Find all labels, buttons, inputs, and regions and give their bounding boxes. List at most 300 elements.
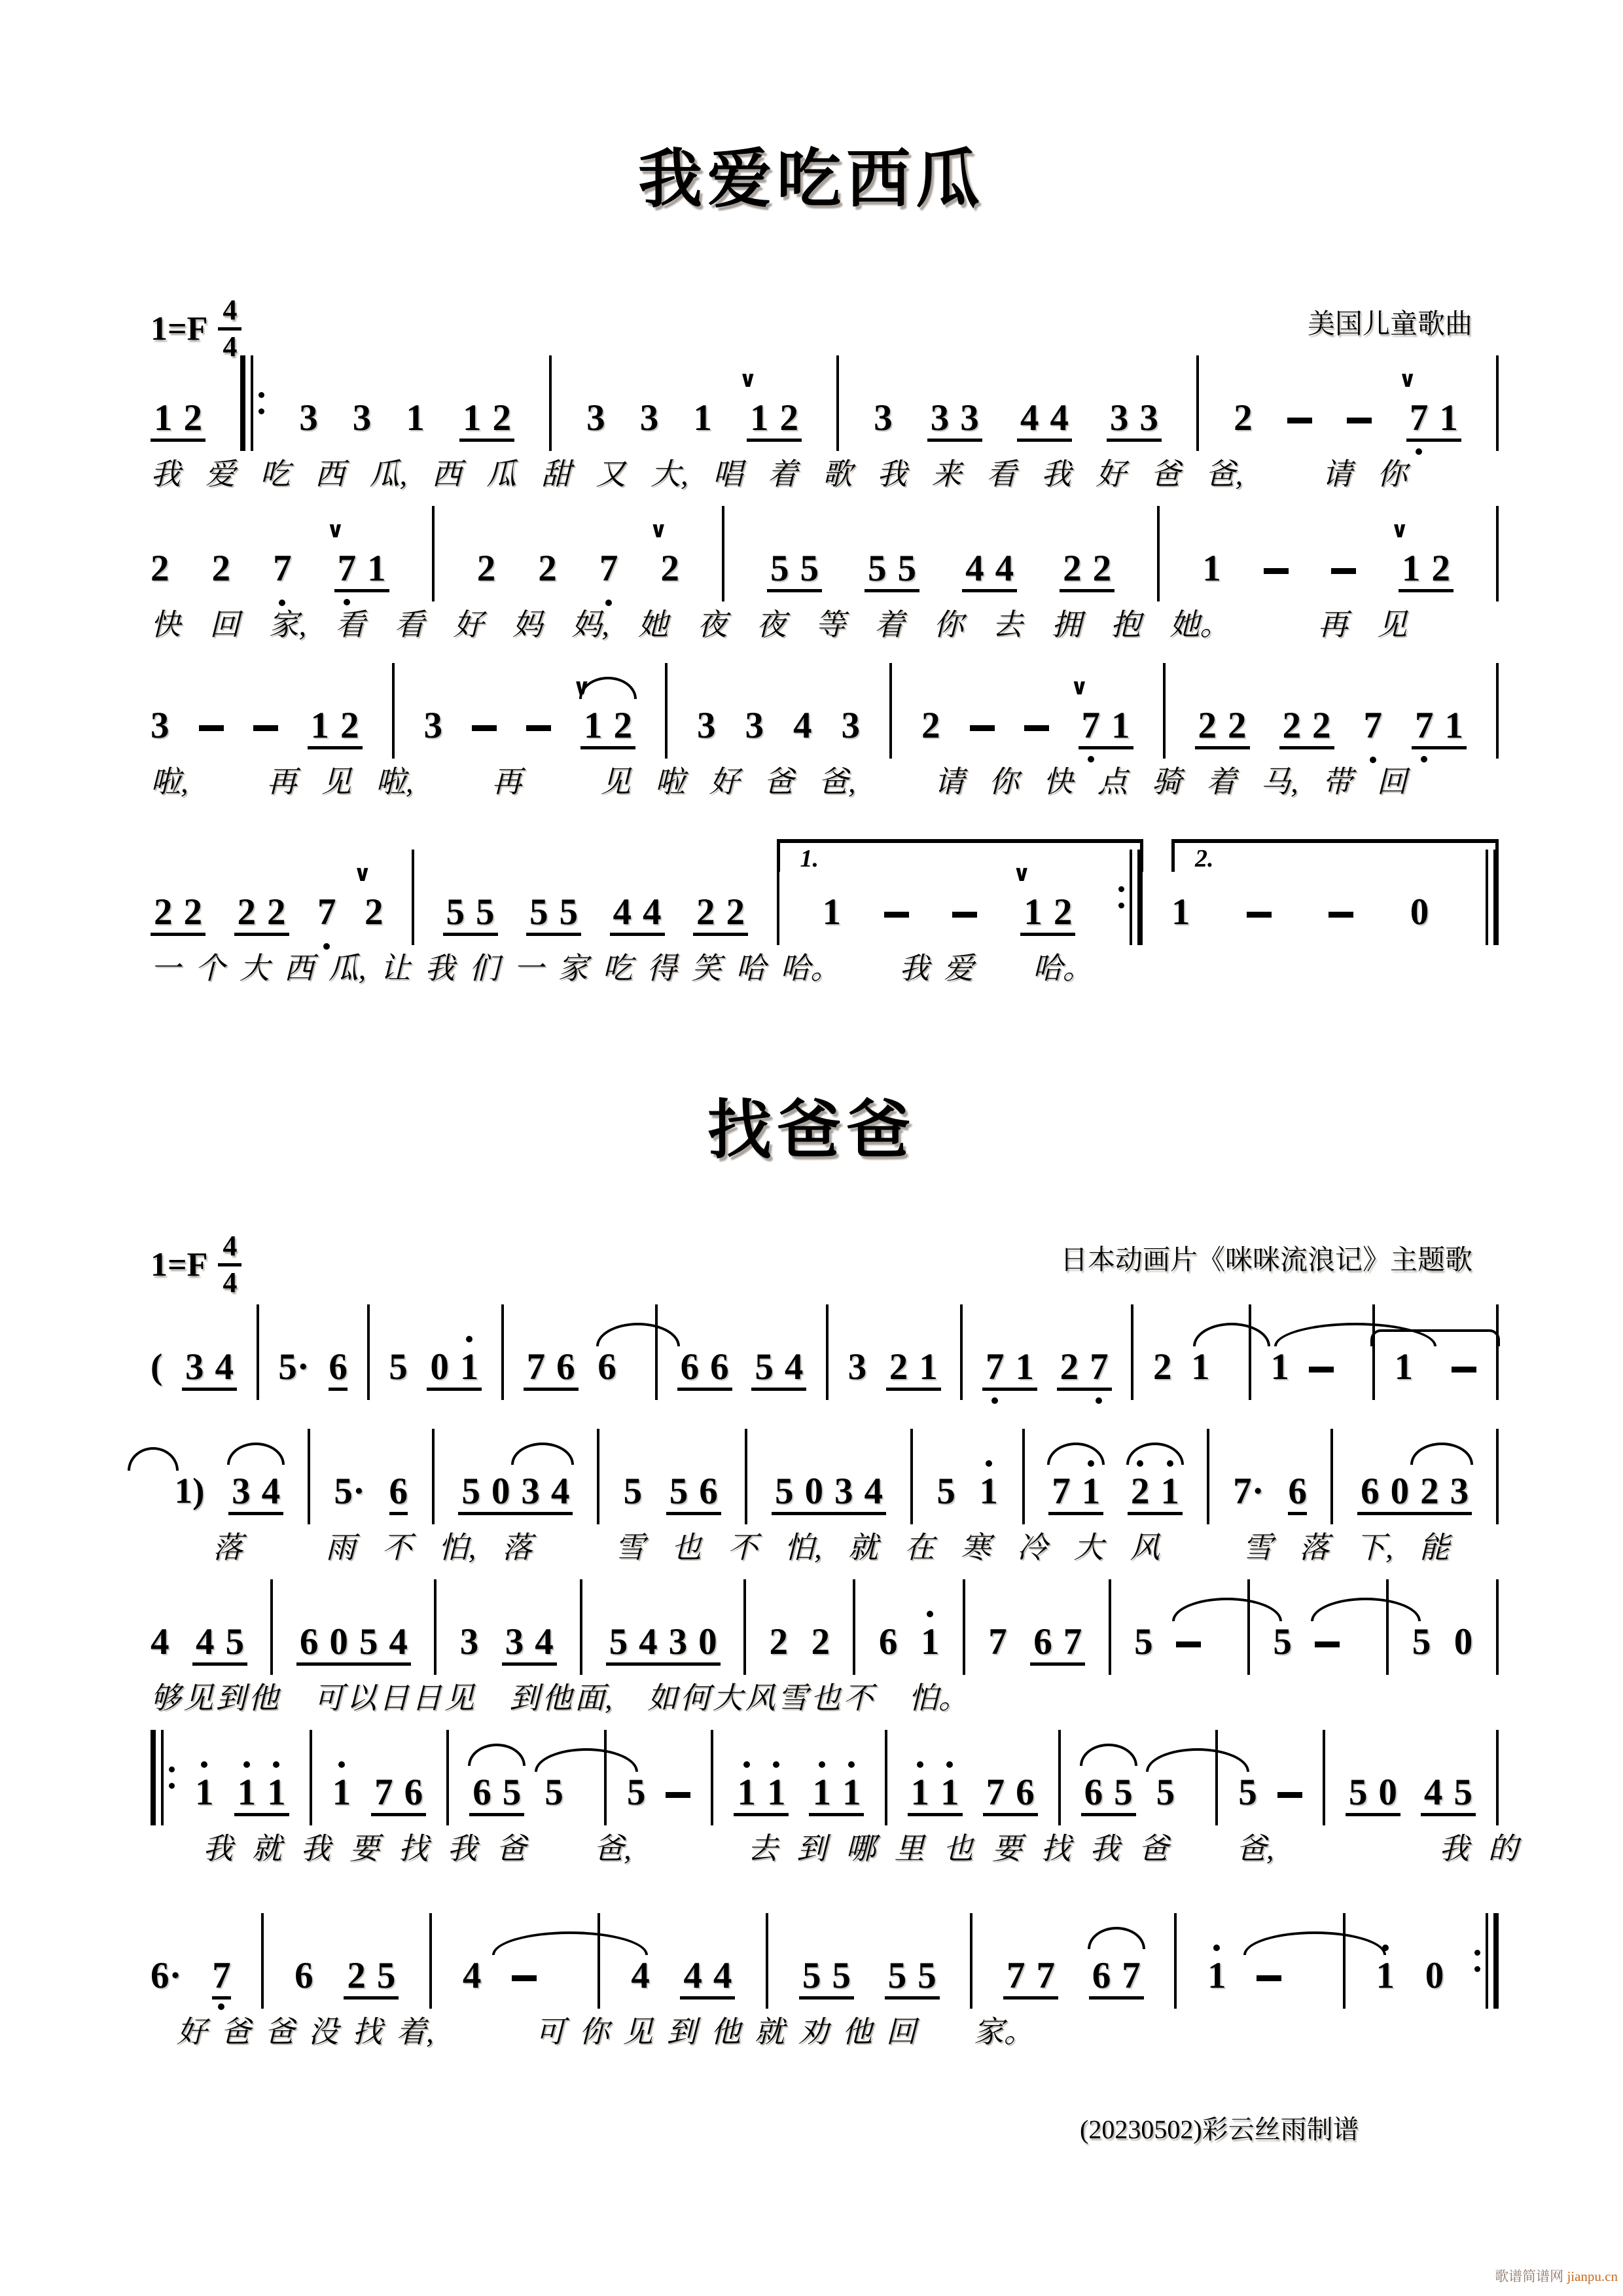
repeat-dot <box>169 1783 175 1789</box>
note-digit: 5 <box>800 548 819 589</box>
note-digit: 4 <box>965 548 984 589</box>
lyric-syllable: 啦, <box>375 765 414 798</box>
lyric-syllable: 我 <box>300 1832 331 1865</box>
octave-dot-below <box>1096 1397 1102 1404</box>
beam-group <box>1357 1473 1472 1515</box>
note-digit: 3 <box>586 397 605 439</box>
note <box>713 1957 732 1994</box>
barline <box>597 1913 600 2009</box>
note <box>374 1774 393 1811</box>
bar-thin-line <box>604 1730 607 1825</box>
repeat-dot <box>169 1767 175 1772</box>
lyric-syllable: 我 <box>1090 1832 1120 1865</box>
note-digit: 1 <box>1171 891 1190 933</box>
barline <box>836 355 839 451</box>
bar-thin-line <box>885 1730 887 1825</box>
note <box>681 1348 700 1386</box>
lyric-syllable: 爸, <box>594 1832 632 1865</box>
barline <box>308 1429 310 1524</box>
lyric-syllable: 我 <box>1041 457 1071 491</box>
breath-mark-icon: ∨ <box>573 675 591 700</box>
lyric-syllable: 大, <box>650 457 688 491</box>
note <box>185 1348 204 1386</box>
note <box>1376 1957 1395 2000</box>
watermark-url: jianpu.cn <box>1567 2269 1618 2284</box>
note-digit: 5 <box>476 891 495 933</box>
lyric-syllable: 再 <box>266 765 297 798</box>
lyric-syllable: 能 <box>1419 1531 1450 1564</box>
octave-dot-below <box>1370 757 1376 763</box>
lyric-syllable: 夜 <box>697 608 728 641</box>
bar-thick-line <box>1493 850 1499 945</box>
note <box>726 893 745 931</box>
note-digit: 1 <box>1202 548 1221 589</box>
lyric-syllable: 西 <box>314 457 345 491</box>
note <box>614 707 633 744</box>
octave-dot-above <box>743 1761 750 1768</box>
note <box>538 550 557 592</box>
note <box>1139 399 1158 437</box>
lyric-syllable: 你 <box>1376 457 1407 491</box>
note-digit: 1 <box>1394 1346 1414 1388</box>
note <box>238 1774 257 1811</box>
note <box>586 399 605 442</box>
note <box>347 1957 366 1994</box>
note-digit: 2 <box>1053 891 1073 933</box>
lyric-syllable: 又 <box>596 457 626 491</box>
beam-group <box>1030 1623 1085 1666</box>
note-digit: 7 <box>317 891 336 933</box>
barline <box>1249 1304 1251 1400</box>
note-digit: 3 <box>505 1621 524 1662</box>
lyric-syllable: 冷 <box>1017 1531 1048 1564</box>
barline <box>240 355 264 451</box>
note-digit: 3 <box>874 397 893 439</box>
note-digit: 2 <box>1420 1471 1439 1512</box>
lyric-syllable: 她。 <box>1169 608 1230 641</box>
note <box>1312 707 1331 744</box>
note <box>238 893 257 931</box>
note-digit: 7 <box>986 1772 1005 1813</box>
note <box>1361 1473 1380 1510</box>
lyric-syllable: 他 <box>542 1681 573 1715</box>
note <box>1156 1774 1175 1816</box>
lyric-syllable: 里 <box>894 1832 925 1865</box>
lyric-syllable: 妈, <box>571 608 609 641</box>
note-digit: 2 <box>1092 548 1112 589</box>
note <box>503 1774 522 1811</box>
lyric-syllable: 爸 <box>1150 457 1181 491</box>
beam-group <box>734 1774 789 1816</box>
repeat-dot <box>1118 886 1124 892</box>
note <box>353 862 383 936</box>
lyric-syllable <box>876 1679 906 1718</box>
lyric-syllable <box>930 2013 960 2052</box>
lyric-syllable: 拥 <box>1051 608 1082 641</box>
note-digit: 5 <box>1238 1772 1257 1813</box>
note-digit: 1 <box>1270 1346 1289 1388</box>
note <box>317 893 336 936</box>
lyric-syllable: 甜 <box>541 457 571 491</box>
note <box>529 893 548 931</box>
note <box>710 1348 729 1386</box>
note-digit: 4 <box>1050 397 1069 439</box>
tie-arc <box>1243 1931 1386 1955</box>
beam-group <box>443 893 498 936</box>
note-digit: 2 <box>476 548 496 589</box>
note-digit: 2 <box>1198 705 1217 746</box>
note-digit: 4 <box>1423 1772 1443 1813</box>
note <box>936 1473 955 1515</box>
note <box>389 1623 408 1660</box>
beam-group <box>1346 1774 1400 1816</box>
note <box>1160 1473 1179 1510</box>
lyric-syllable <box>269 1528 299 1568</box>
note <box>888 1957 907 1994</box>
note <box>1093 550 1112 587</box>
note <box>1153 1348 1172 1391</box>
note-digit: 4 <box>613 891 632 933</box>
note-digit: 2 <box>726 891 745 933</box>
note <box>1439 399 1458 437</box>
note-digit: 1 <box>749 397 769 439</box>
bar-thin-line <box>745 1429 747 1524</box>
note-digit: 3 <box>841 705 860 746</box>
note <box>1420 1473 1439 1510</box>
bar-thin-line <box>392 663 395 759</box>
beam-group <box>885 1957 940 2000</box>
note <box>406 399 425 442</box>
note <box>979 1473 998 1515</box>
note <box>1122 1957 1141 1994</box>
note-digit: 5 <box>544 1772 563 1813</box>
bar-thin-line <box>743 1579 746 1675</box>
lyric-syllable: 好 <box>177 2015 207 2049</box>
beam-group <box>1089 1957 1144 2000</box>
note <box>299 399 318 442</box>
barline <box>1343 1913 1346 2009</box>
note-digit: 3 <box>960 397 979 439</box>
lyric-syllable: 去 <box>992 608 1023 641</box>
note <box>1450 1473 1469 1510</box>
note <box>551 1473 570 1510</box>
beam-group <box>1060 550 1115 592</box>
note <box>802 1957 821 1994</box>
note <box>793 707 812 749</box>
song2-credit: 日本动画片《咪咪流浪记》主题歌 <box>1060 1246 1472 1276</box>
note <box>424 707 443 749</box>
note <box>986 1774 1005 1811</box>
lyric-syllable <box>855 949 885 988</box>
bar-thin-line <box>1496 1579 1499 1675</box>
note <box>1012 862 1043 933</box>
note-digit: 3 <box>834 1471 853 1512</box>
note <box>738 368 769 439</box>
barline <box>777 850 779 945</box>
note <box>1033 1623 1052 1660</box>
bar-thin-line <box>910 1429 913 1524</box>
duration-dash <box>1287 418 1312 423</box>
beam-group <box>182 1348 237 1391</box>
note-row <box>151 1293 1499 1391</box>
lyric-syllable: 找 <box>1041 1832 1071 1865</box>
note-digit: 6 <box>878 1621 898 1662</box>
note-digit: 1 <box>1401 548 1421 589</box>
note <box>367 550 386 587</box>
lyric-syllable: 个 <box>194 952 225 985</box>
note <box>1454 1623 1473 1666</box>
note <box>477 550 496 592</box>
note-digit: 7 <box>212 1955 231 1996</box>
lyric-syllable: 唱 <box>713 457 743 491</box>
duration-dash <box>1452 1367 1476 1372</box>
lyric-syllable: 就 <box>847 1531 878 1564</box>
note-row <box>151 1417 1499 1515</box>
barline <box>910 1429 913 1524</box>
bar-thin-line <box>1486 850 1488 945</box>
note-digit: 7 <box>1052 1471 1071 1512</box>
note-digit: 3 <box>1450 1471 1469 1512</box>
lyric-syllable: 带 <box>1322 765 1353 798</box>
note-digit: 2 <box>1431 548 1450 589</box>
lyric-syllable <box>1390 1829 1420 1869</box>
note <box>1037 1957 1056 1994</box>
lyric-syllable: 日 <box>378 1681 409 1715</box>
tie-arc <box>535 1748 638 1772</box>
note <box>1063 550 1082 587</box>
beam-group <box>1107 399 1162 442</box>
note <box>613 893 632 931</box>
beam-group <box>524 1348 579 1391</box>
song1-credit: 美国儿童歌曲 <box>1307 310 1472 340</box>
note <box>874 399 893 442</box>
bar-thin-line <box>597 1913 600 2009</box>
lyric-syllable: 爸 <box>763 765 794 798</box>
lyric-syllable: 好 <box>709 765 740 798</box>
note <box>1171 893 1190 936</box>
duration-dash <box>253 725 278 731</box>
lyric-syllable: 我 <box>151 457 181 491</box>
note <box>311 707 330 744</box>
note <box>461 1473 480 1510</box>
barline <box>1323 1730 1325 1825</box>
note-digit: 5· <box>334 1471 365 1512</box>
lyric-syllable: 得 <box>647 952 677 985</box>
note <box>544 1774 563 1816</box>
barline <box>711 1730 713 1825</box>
octave-dot-below <box>279 600 285 606</box>
note-digit: 5 <box>1454 1772 1472 1813</box>
lyric-syllable: 爸, <box>1205 457 1243 491</box>
octave-dot-above <box>1167 1460 1173 1467</box>
bar-thin-line <box>1330 1429 1333 1524</box>
lyric-syllable: 着, <box>396 2015 434 2049</box>
lyric-syllable: 不 <box>727 1531 758 1564</box>
bar-thin-line <box>889 663 892 759</box>
bar-thin-line <box>1496 1730 1499 1825</box>
note <box>767 1774 786 1811</box>
lyric-syllable: 他 <box>248 1681 279 1715</box>
note-digit: 4 <box>389 1621 408 1662</box>
breath-mark-icon: ∨ <box>1390 518 1409 543</box>
note <box>1052 1473 1071 1510</box>
note-digit: 5 <box>918 1955 936 1996</box>
note <box>1364 707 1383 749</box>
bar-thin-line <box>722 506 724 601</box>
beam-group <box>1070 675 1133 749</box>
note-digit: 1 <box>1024 891 1043 933</box>
note <box>1234 399 1253 442</box>
note-digit: 7 <box>1063 1621 1082 1662</box>
note-digit: 4 <box>784 1346 804 1388</box>
lyric-syllable: 劝 <box>798 2015 829 2049</box>
bar-thin-line <box>1131 1304 1133 1400</box>
note-digit: 1 <box>822 891 842 933</box>
note <box>785 1348 804 1386</box>
lyric-syllable: 请 <box>934 765 965 798</box>
note-digit: 1 <box>737 1772 756 1813</box>
duration-dash <box>1309 1367 1334 1372</box>
note-digit: 0 <box>491 1471 510 1512</box>
beam-group <box>459 399 514 442</box>
meter-denominator: 4 <box>223 1266 238 1299</box>
note-digit: 1 <box>1191 1346 1210 1388</box>
barline <box>1496 506 1499 601</box>
lyric-syllable: 家 <box>558 952 588 985</box>
note-row <box>151 344 1499 442</box>
lyric-syllable: 笑 <box>691 952 722 985</box>
song1-line-4 <box>151 838 1499 988</box>
note <box>1431 550 1450 587</box>
barline <box>1131 1304 1133 1400</box>
note-digit: 5 <box>623 1471 643 1512</box>
lyric-syllable: 马, <box>1260 765 1298 798</box>
lyric-syllable: 妈 <box>512 608 543 641</box>
bar-thin-line <box>1496 506 1499 601</box>
note <box>232 1473 251 1510</box>
barline <box>1496 663 1499 759</box>
lyric-syllable: 哈 <box>736 952 766 985</box>
lyric-syllable: 大 <box>239 952 270 985</box>
octave-dot-above <box>819 1761 825 1768</box>
note-digit: 2 <box>151 548 169 589</box>
note <box>940 1774 959 1811</box>
note-digit: 2 <box>921 705 940 746</box>
note-digit: 4 <box>462 1955 482 1996</box>
note <box>624 1473 643 1515</box>
note-digit: 7 <box>273 548 292 589</box>
beam-group <box>151 893 205 936</box>
beam-group <box>1412 707 1467 749</box>
note <box>151 707 169 749</box>
song2-key-signature <box>151 1232 241 1298</box>
note-digit: 1 <box>1207 1955 1226 1996</box>
barline <box>745 1429 747 1524</box>
lyric-syllable: 爸 <box>1138 1832 1169 1865</box>
barline <box>665 663 668 759</box>
beam-group <box>1003 1957 1058 2000</box>
note-digit: 1 <box>310 705 329 746</box>
bar-thin-line <box>665 663 668 759</box>
repeat-dot <box>1118 903 1124 908</box>
song1-line-1 <box>151 344 1499 494</box>
lyric-syllable: 我 <box>424 952 455 985</box>
bar-thin-line <box>1163 663 1166 759</box>
note <box>151 550 169 592</box>
lyric-syllable: 西 <box>431 457 462 491</box>
bar-thin-line <box>367 1304 370 1400</box>
note <box>326 518 357 589</box>
note-digit: 1 <box>154 397 173 439</box>
note-digit: 1 <box>842 1772 861 1813</box>
beam-group <box>738 368 802 442</box>
repeat-dots <box>1118 886 1124 908</box>
note <box>1114 1774 1133 1811</box>
octave-dot-above <box>917 1761 923 1768</box>
octave-dot-above <box>1213 1945 1220 1951</box>
lyric-syllable: 着 <box>874 608 904 641</box>
lyric-syllable: 在 <box>904 1531 935 1564</box>
barline <box>1174 1913 1177 2009</box>
note-digit: 7 <box>1363 705 1382 746</box>
octave-dot-above <box>946 1761 953 1768</box>
note <box>300 1623 319 1660</box>
lyric-syllable: 一 <box>151 952 181 985</box>
note-digit: 2 <box>340 705 359 746</box>
lyric-syllable <box>281 1679 311 1718</box>
note-digit: 3 <box>847 1346 867 1388</box>
note-digit: 2 <box>811 1621 830 1662</box>
barline <box>960 1304 963 1400</box>
barline <box>392 663 395 759</box>
note-digit: 2 <box>779 397 798 439</box>
lyric-syllable: 没 <box>308 2015 339 2049</box>
song2-line-4 <box>151 1718 1518 1869</box>
note <box>868 550 887 587</box>
lyric-syllable: 的 <box>1488 1832 1518 1865</box>
lyric-syllable: 你 <box>579 2015 609 2049</box>
note-digit: 1 <box>1376 1955 1395 1996</box>
note-digit: 4 <box>261 1471 281 1512</box>
bar-thin-line <box>251 355 253 451</box>
note-digit: 5 <box>1134 1621 1153 1662</box>
note-digit: 0 <box>1425 1955 1444 1996</box>
note-digit: 1 <box>584 705 603 746</box>
note <box>1202 550 1221 592</box>
bar-thin-line <box>1496 355 1499 451</box>
note <box>377 1957 396 1994</box>
breath-mark-icon: ∨ <box>1070 675 1089 700</box>
bar-thin-line <box>1130 850 1132 945</box>
lyric-syllable: 落 <box>502 1531 533 1564</box>
note-digit: 6 <box>597 1346 616 1388</box>
lyric-syllable: 怕。 <box>908 1681 969 1715</box>
note <box>812 1774 831 1811</box>
note <box>212 550 231 592</box>
note-digit: 4 <box>713 1955 732 1996</box>
note <box>151 1623 169 1666</box>
beam-group <box>606 1623 721 1666</box>
note <box>212 1957 231 2000</box>
tie-arc <box>1370 1329 1500 1346</box>
bar-thin-line <box>963 1579 965 1675</box>
note-digit: 5 <box>1156 1772 1175 1813</box>
note <box>995 550 1014 587</box>
repeat-dots <box>259 392 264 414</box>
transcriber-footer: (20230502)彩云丝雨制谱 <box>1080 2115 1359 2144</box>
note <box>332 1774 351 1816</box>
bar-thin-line <box>270 1579 273 1675</box>
